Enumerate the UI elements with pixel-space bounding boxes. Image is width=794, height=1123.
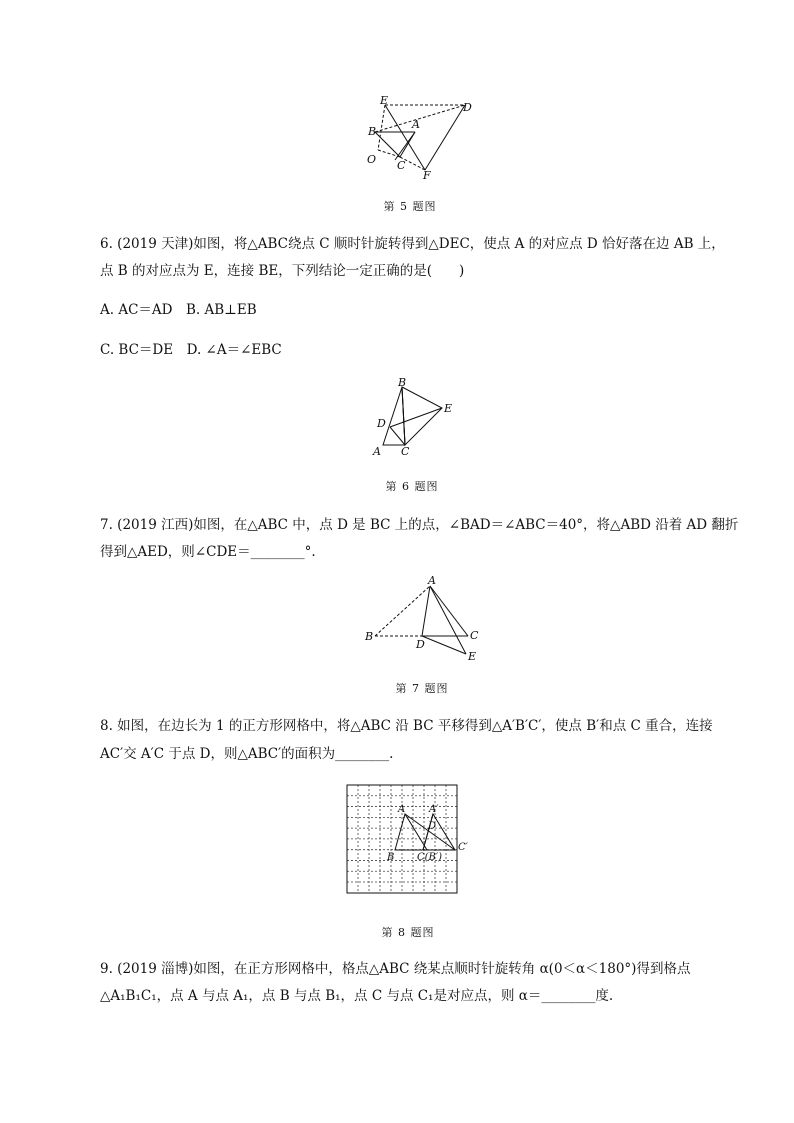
q9-line2: △A₁B₁C₁，点 A 与点 A₁，点 B 与点 B₁，点 C 与点 C₁是对应点，则 α＝________度.: [100, 988, 614, 1004]
q6-line2: 点 B 的对应点为 E，连接 BE，下列结论一定正确的是( ): [100, 263, 465, 279]
figure-6-caption: 第 6 题图: [385, 480, 439, 493]
label-D: D: [463, 101, 472, 114]
label-D: D: [428, 821, 437, 832]
label-A: A: [412, 118, 420, 131]
label-O: O: [367, 153, 377, 166]
label-E: E: [444, 402, 453, 415]
label-C-prime: C′: [458, 842, 468, 853]
q6-options-cd: C. BC＝DE D. ∠A＝∠EBC: [100, 342, 282, 358]
label-A: A: [398, 804, 406, 815]
label-B: B: [398, 376, 407, 389]
label-E: E: [380, 94, 389, 107]
label-F: F: [423, 169, 431, 182]
q8-line1: 8. 如图，在边长为 1 的正方形网格中，将△ABC 沿 BC 平移得到△A′B′C′，使点 B′和点 C 重合，连接: [100, 718, 713, 734]
label-C: C: [397, 159, 406, 172]
label-D: D: [416, 638, 425, 651]
label-B: B: [387, 852, 395, 863]
label-E: E: [468, 650, 477, 663]
q6-line1: 6. (2019 天津)如图，将△ABC绕点 C 顺时针旋转得到△DEC，使点 A 的对应点 D 恰好落在边 AB 上，: [100, 236, 725, 252]
label-A-prime: A′: [429, 804, 439, 815]
label-A: A: [428, 574, 436, 587]
figure-8-caption: 第 8 题图: [381, 926, 435, 939]
label-C-B-prime: C(B′): [417, 852, 443, 863]
q7-line1: 7. (2019 江西)如图，在△ABC 中，点 D 是 BC 上的点，∠BAD＝∠ABC＝40°，将△ABD 沿着 AD 翻折: [100, 517, 739, 533]
label-C: C: [470, 629, 479, 642]
figure-7: [360, 574, 490, 666]
q8-line2: AC′交 A′C 于点 D，则△ABC′的面积为________.: [100, 746, 394, 762]
label-B: B: [368, 125, 377, 138]
q7-line2: 得到△AED，则∠CDE＝________°.: [100, 544, 316, 560]
q6-options-ab: A. AC＝AD B. AB⊥EB: [100, 302, 257, 318]
label-A: A: [373, 445, 381, 458]
label-B: B: [365, 630, 374, 643]
q9-line1: 9. (2019 淄博)如图，在正方形网格中，格点△ABC 绕某点顺时针旋转角 α(0＜α＜180°)得到格点: [100, 961, 691, 977]
figure-7-caption: 第 7 题图: [395, 682, 449, 695]
figure-8: [345, 783, 468, 898]
figure-5: [360, 95, 480, 185]
label-C: C: [401, 445, 410, 458]
figure-6: [365, 375, 465, 460]
figure-5-caption: 第 5 题图: [383, 200, 437, 213]
label-D: D: [377, 417, 386, 430]
